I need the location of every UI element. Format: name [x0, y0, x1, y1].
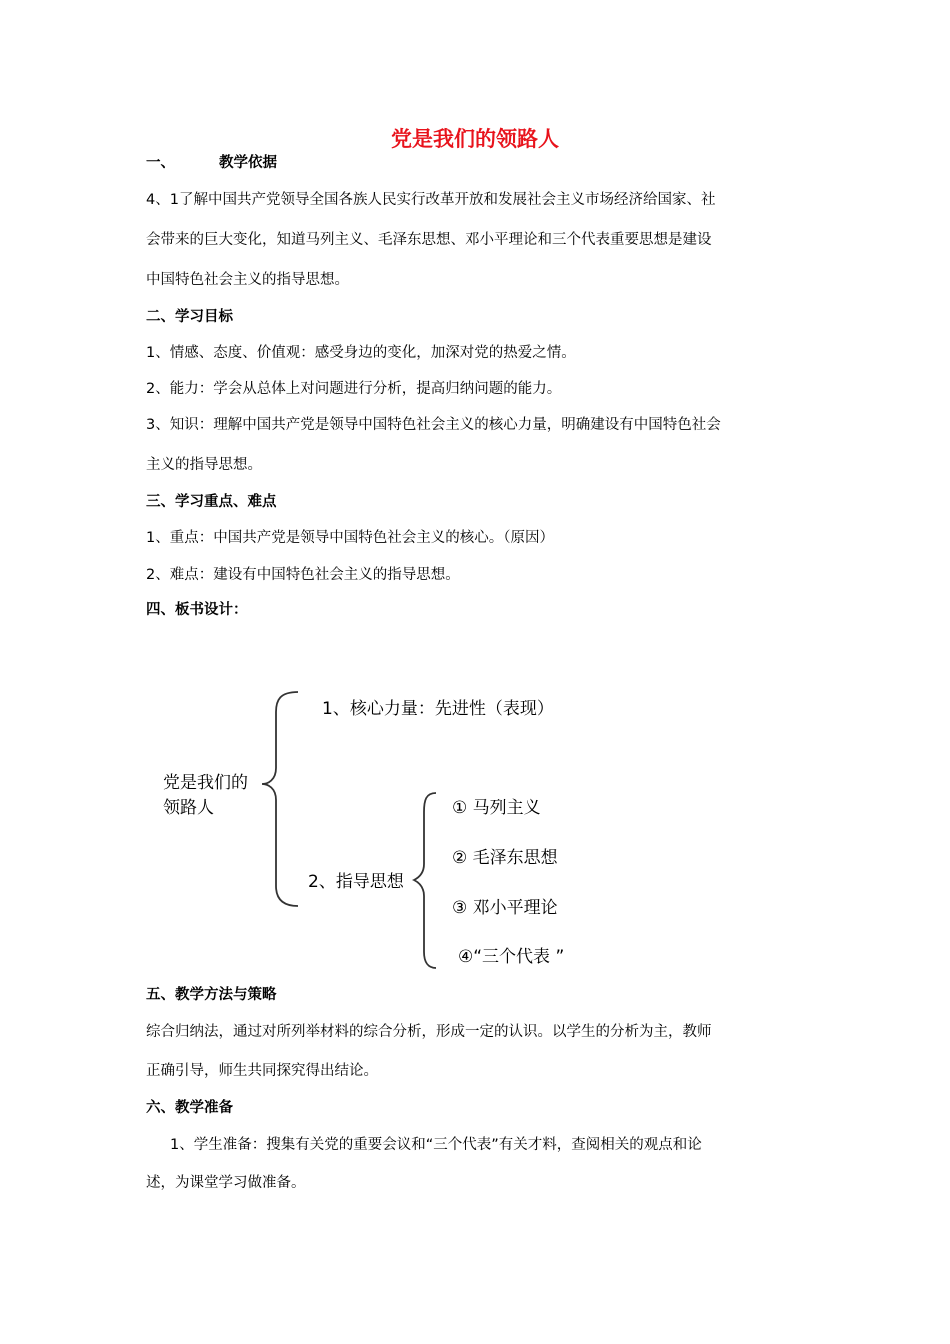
diagram-sub-item: ② 毛泽东思想	[452, 848, 558, 868]
diagram-branch-1: 1、核心力量：先进性（表现）	[322, 699, 554, 719]
diagram-root-line1: 党是我们的	[163, 773, 248, 793]
diagram-sub-item: ③ 邓小平理论	[452, 898, 558, 918]
diagram-sub-item: ① 马列主义	[452, 798, 541, 818]
section-3-heading: 三、学习重点、难点	[146, 494, 277, 510]
section-2-heading: 二、学习目标	[146, 309, 233, 325]
paragraph-line: 正确引导，师生共同探究得出结论。	[146, 1063, 378, 1079]
list-item: 1、重点：中国共产党是领导中国特色社会主义的核心。（原因）	[146, 530, 554, 546]
diagram-branch-2: 2、指导思想	[308, 872, 404, 892]
section-4-heading: 四、板书设计：	[146, 602, 248, 618]
paragraph-line: 中国特色社会主义的指导思想。	[146, 272, 349, 288]
section-6-heading: 六、教学准备	[146, 1100, 233, 1116]
paragraph-line: 会带来的巨大变化，知道马列主义、毛泽东思想、邓小平理论和三个代表重要思想是建设	[146, 232, 712, 248]
list-item: 2、难点：建设有中国特色社会主义的指导思想。	[146, 567, 460, 583]
paragraph-line: 4、1了解中国共产党领导全国各族人民实行改革开放和发展社会主义市场经济给国家、社	[146, 192, 716, 208]
section-5-heading: 五、教学方法与策略	[146, 987, 277, 1003]
list-item: 2、能力：学会从总体上对问题进行分析，提高归纳问题的能力。	[146, 381, 562, 397]
section-1-title: 教学依据	[219, 155, 277, 171]
paragraph-line: 综合归纳法，通过对所列举材料的综合分析，形成一定的认识。以学生的分析为主，教师	[146, 1024, 712, 1040]
outer-brace	[262, 692, 298, 906]
diagram-sub-item: ④“三个代表 ”	[458, 947, 565, 967]
paragraph-line: 述，为课堂学习做准备。	[146, 1175, 306, 1191]
list-item: 1、情感、态度、价值观：感受身边的变化，加深对党的热爱之情。	[146, 345, 576, 361]
inner-brace	[414, 793, 436, 968]
paragraph-line: 1、学生准备：搜集有关党的重要会议和“三个代表”有关才料，查阅相关的观点和论	[170, 1137, 702, 1153]
diagram-root-line2: 领路人	[163, 798, 214, 818]
list-item: 主义的指导思想。	[146, 457, 262, 473]
list-item: 3、知识：理解中国共产党是领导中国特色社会主义的核心力量，明确建设有中国特色社会	[146, 417, 721, 433]
page-title: 党是我们的领路人	[391, 127, 559, 151]
section-1-number: 一、	[146, 155, 175, 171]
